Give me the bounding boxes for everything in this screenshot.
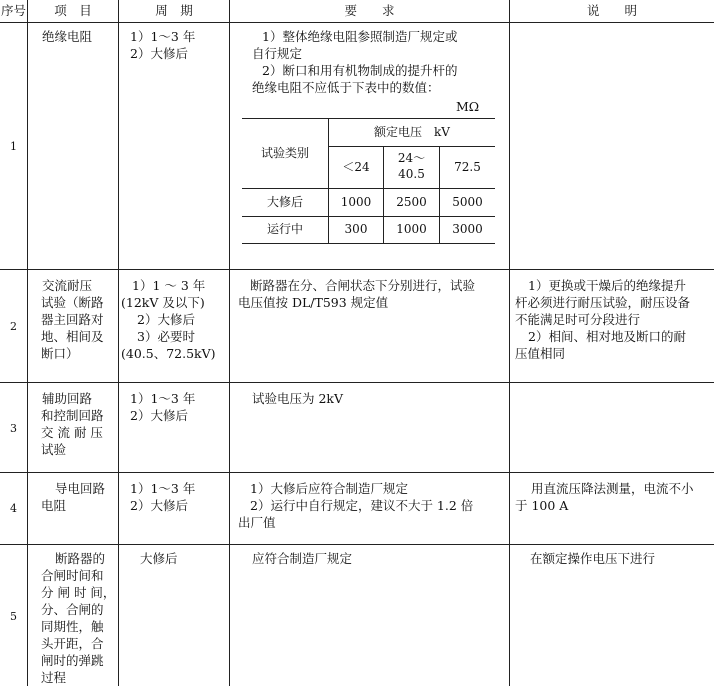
inner-cell: 3000 [452,222,483,236]
text-line: 于 100 A [515,498,569,513]
rule-row-3 [0,472,714,473]
rule-col-2 [118,0,119,686]
text-line: 应符合制造厂规定 [252,551,353,566]
text-line: 断路器的 [55,551,106,566]
text-line: 2）大修后 [130,408,188,423]
rule-row-4 [0,544,714,545]
text-line: 2）大修后 [130,46,188,61]
rule-row-2 [0,382,714,383]
text-line: 和控制回路 [41,408,104,423]
text-line: 同期性，触 [41,619,104,634]
header-cycle: 周 期 [155,3,193,18]
row-4-note [515,480,713,514]
text-line: 器主回路对 [41,312,104,327]
inner-cell: 1000 [396,222,427,236]
row-5-cycle [140,550,228,567]
text-line: 用直流压降法测量，电流不小 [531,481,694,496]
inner-rule [242,216,495,217]
inner-rule [242,118,495,119]
row-2-item [42,277,116,294]
inner-rule [242,188,495,189]
text-line: 电压值按 DL/T593 规定值 [238,295,389,310]
inner-cell: 5000 [452,195,483,209]
text-line: 在额定操作电压下进行 [530,551,656,566]
resistance-unit: MΩ [456,99,480,114]
inner-cell: 1000 [340,195,372,209]
row-4-item-cont [41,497,115,514]
rule-row-1 [0,269,714,270]
text-line: 合闸时间和 [41,568,104,583]
rule-col-3 [229,0,230,686]
row-4-requirement [238,480,506,531]
row-1-requirement [252,28,497,96]
row-2-note [515,277,713,362]
text-line: 闸时的弹跳 [41,653,104,668]
text-line: 2）大修后 [130,498,188,513]
text-line: 断口） [41,346,79,361]
inner-group-header: 额定电压 kV [374,125,450,139]
inner-row-header: 试验类别 [260,146,309,160]
text-line: 交流耐压 [42,278,93,293]
text-line: 2）运行中自行规定，建议不大于 1.2 倍 [250,498,474,513]
text-line: 电阻 [41,498,67,513]
inner-row-label: 运行中 [266,222,303,236]
row-1-item [42,28,116,45]
row-4-cycle [130,480,228,514]
text-line: 试验电压为 2kV [252,391,344,406]
text-line: 地、相间及 [41,329,104,344]
row-5-note [530,550,712,567]
header-requirement: 要 求 [344,3,395,18]
text-line: 试验（断路 [41,295,104,310]
text-line: 1）1～3 年 [130,481,196,496]
row-1-cycle [130,28,228,62]
row-3-requirement [252,390,502,407]
text-line: 出厂值 [238,515,276,530]
row-seq-5: 5 [10,610,17,623]
voltage-col-2: 24～ 40.5 [397,151,426,181]
row-5-item-cont [41,567,117,686]
text-line: 绝缘电阻不应低于下表中的数值： [252,80,440,95]
text-line: 2）大修后 [137,312,195,327]
text-line: 杆必须进行耐压试验，耐压设备 [515,295,691,310]
text-line: 大修后 [140,551,178,566]
row-seq-4: 4 [10,502,17,515]
text-line: 辅助回路 [42,391,93,406]
text-line: 1）更换或干燥后的绝缘提升 [528,278,686,293]
text-line: 导电回路 [55,481,106,496]
text-line: 1）1 ～ 3 年 [132,278,206,293]
rule-col-1 [27,0,28,686]
rule-header [0,22,714,23]
header-item: 项 目 [54,3,92,18]
row-2-cycle [121,277,227,362]
row-seq-1: 1 [10,140,17,153]
row-3-cycle [130,390,228,424]
text-line: 分 闸 时 间， [41,585,116,600]
text-line: (12kV 及以下) [121,295,205,310]
text-line: 不能满足时可分段进行 [515,312,641,327]
header-note: 说 明 [586,3,637,18]
row-4-item [55,480,117,497]
row-3-item-cont [41,407,115,458]
text-line: 1）大修后应符合制造厂规定 [250,481,408,496]
text-line: 1）1～3 年 [130,391,196,406]
row-3-item [42,390,116,407]
text-line: 压值相同 [515,346,566,361]
text-line: 试验 [41,442,67,457]
text-line: 2）相间、相对地及断口的耐 [528,329,686,344]
text-line: 1）1～3 年 [130,29,196,44]
inner-rule [328,146,495,147]
row-seq-3: 3 [10,422,17,435]
header-seq: 序号 [0,3,26,18]
row-seq-2: 2 [10,320,17,333]
text-line: 1）整体绝缘电阻参照制造厂规定或 [262,29,458,44]
text-line: 断路器在分、合闸状态下分别进行，试验 [250,278,476,293]
row-2-requirement [238,277,506,311]
insulation-resistance-table [242,118,495,244]
rule-col-4 [509,0,510,686]
inner-rule [242,243,495,244]
text-line: 头开距，合 [41,636,104,651]
row-5-requirement [252,550,502,567]
voltage-col-1: ＜24 [342,160,370,174]
text-line: 过程 [41,670,67,685]
row-5-item [55,550,117,567]
row-2-item-cont [41,294,115,362]
text-line: 2）断口和用有机物制成的提升杆的 [262,63,458,78]
inner-cell: 2500 [396,195,427,209]
inner-cell: 300 [344,222,368,236]
text-line: (40.5、72.5kV) [121,346,216,361]
text-line: 分、合闸的 [41,602,104,617]
text-line: 自行规定 [252,46,303,61]
voltage-col-3: 72.5 [454,160,481,174]
inner-row-label: 大修后 [266,195,303,209]
text-line: 3）必要时 [137,329,195,344]
text-line: 绝缘电阻 [42,29,93,44]
text-line: 交 流 耐 压 [41,425,103,440]
